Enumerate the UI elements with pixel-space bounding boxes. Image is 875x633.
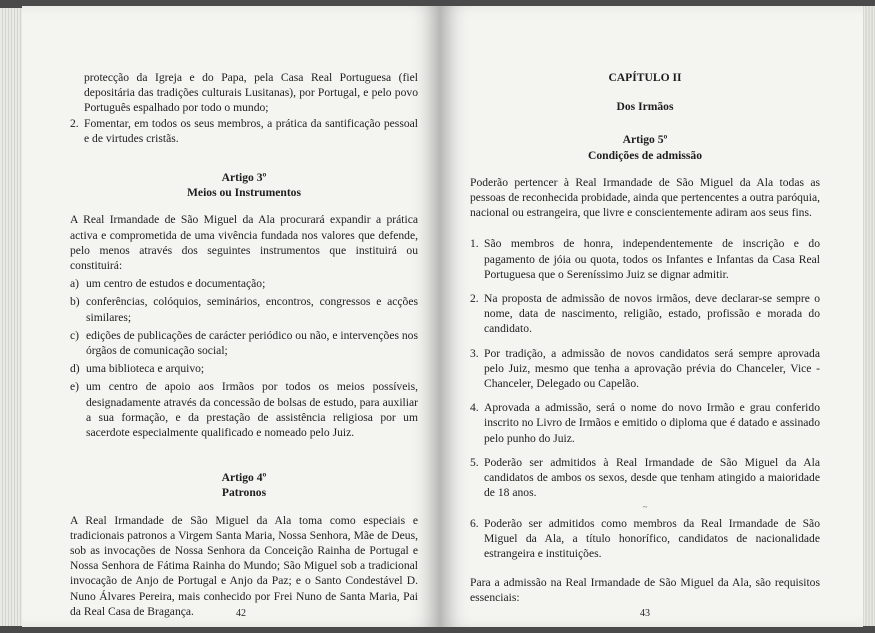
item-number: 3. (470, 346, 479, 360)
article-3-subtitle: Meios ou Instrumentos (186, 186, 301, 200)
admission-item-6 (470, 516, 820, 562)
list-item-e (70, 379, 418, 440)
page-edges-right (863, 6, 875, 626)
article-4-title: Artigo 4º (221, 471, 267, 485)
article-4-body: A Real Irmandade de São Miguel da Ala toma como especiais e tradicionais patronos a Virgem Santa Maria, Nossa Senhora, Mãe de Deus, sob as invocações de Nossa Senhora da Conceição Rainha de Portugal e Nossa Senhora de Fátima Rainha do Mundo; São Miguel sob a tradicional invocação de Anjo de Portugal e Anjo da Paz; e o Santo Condestável D. Nuno Álvares Pereira, mais conhecido por Frei Nuno de Santa Maria, Pai da Real Casa de Bragança. (70, 513, 418, 618)
page-edges-left (0, 8, 22, 626)
stray-ink-mark: ~ (642, 502, 648, 513)
item-number: 2. (470, 292, 479, 306)
list-item-c (70, 328, 418, 358)
left-page (22, 6, 440, 627)
item-text: Na proposta de admissão de novos irmãos, deve declarar-se sempre o nome, data de nascimento, religião, estado, profissão e morada do candidato. (484, 292, 820, 336)
item-number: 2. (70, 116, 79, 130)
item-number: 5. (470, 455, 479, 469)
item-label: e) (70, 380, 80, 394)
item-number: 4. (470, 401, 479, 415)
article-5-subtitle: Condições de admissão (587, 148, 703, 162)
admission-item-2 (470, 291, 820, 337)
item-number: 6. (470, 516, 479, 530)
page-number-left: 42 (236, 608, 246, 619)
admission-item-5 (470, 455, 820, 501)
chapter-subtitle: Dos Irmãos (616, 100, 674, 114)
item-label: c) (70, 328, 80, 342)
item-text: São membros de honra, independentemente de inscrição e do pagamento de jóia ou quota, todos os Infantes e Infantas da Casa Real Portuguesa que o Sereníssimo Juiz se dignar admitir. (484, 237, 820, 281)
admission-item-4 (470, 400, 820, 446)
chapter-title: CAPÍTULO II (608, 71, 682, 84)
item-text: Aprovada a admissão, será o nome do novo Irmão e grau conferido inscrito no Livro de Irmãos e emitido o diploma que é datado e assinado pelo punho do Juiz. (484, 401, 820, 445)
item-text: Poderão ser admitidos à Real Irmandade de São Miguel da Ala candidatos de ambos os sexos, desde que tenham atingido a maioridade de 18 anos. (484, 455, 820, 500)
item-label: d) (70, 362, 80, 376)
item-text: um centro de apoio aos Irmãos por todos os meios possíveis, designadamente através da concessão de bolsas de estudo, para auxiliar a sua formação, e da prestação de assistência religiosa por um sacerdote especialmente qualificado e nomeado pelo Juiz. (86, 380, 418, 440)
article-5-title: Artigo 5º (622, 133, 668, 147)
intro-paragraph: protecção da Igreja e do Papa, pela Casa Real Portuguesa (fiel depositária das tradições culturais Lusitanas), por Portugal, e pelo povo Português espalhado por todo o mundo; (84, 71, 418, 115)
admission-item-1 (470, 236, 820, 282)
admission-requirements-intro: Para a admissão na Real Irmandade de São Miguel da Ala, são requisitos essenciais: (470, 576, 820, 605)
item-text: Fomentar, em todos os seus membros, a prática da santificação pessoal e de virtudes cristãs. (84, 116, 418, 145)
item-text: Poderão ser admitidos como membros da Real Irmandade de São Miguel da Ala, a título honorífico, candidatos de nacionalidade estrangeira e instituições. (484, 516, 820, 561)
article-3-title: Artigo 3º (221, 171, 267, 185)
admission-item-3 (470, 346, 820, 392)
article-5-body: Poderão pertencer à Real Irmandade de São Miguel da Ala todas as pessoas de reconhecida probidade, ainda que pertencentes a outra paróquia, nacional ou estrangeira, que livre e conscientemente adiram aos seus fins. (470, 175, 820, 220)
objective-item-2 (70, 116, 418, 146)
right-text-column (470, 70, 820, 606)
list-item-d (70, 361, 418, 376)
left-text-column (70, 70, 418, 619)
item-text: uma biblioteca e arquivo; (86, 362, 205, 376)
article-4-subtitle: Patronos (221, 486, 267, 500)
item-label: a) (70, 277, 80, 291)
article-3-body: A Real Irmandade de São Miguel da Ala procurará expandir a prática activa e comprometida de uma vivência fundada nos valores que defende, pelo menos através dos seguintes instrumentos que instituirá ou constituirá: (70, 213, 418, 273)
item-number: 1. (470, 237, 479, 251)
item-text: edições de publicações de carácter periódico ou não, e intervenções nos órgãos de comunicação social; (86, 328, 418, 358)
page-number-right: 43 (640, 608, 650, 619)
item-text: Por tradição, a admissão de novos candidatos será sempre aprovada pelo Juiz, mesmo que tenha a aprovação prévia do Chanceler, Vice - Chanceler, Delegado ou Capelão. (484, 346, 820, 391)
list-item-b (70, 294, 418, 324)
item-text: conferências, colóquios, seminários, encontros, congressos e acções similares; (86, 295, 418, 324)
right-page (440, 6, 863, 627)
list-item-a (70, 276, 418, 291)
item-label: b) (70, 295, 80, 309)
item-text: um centro de estudos e documentação; (86, 277, 266, 291)
